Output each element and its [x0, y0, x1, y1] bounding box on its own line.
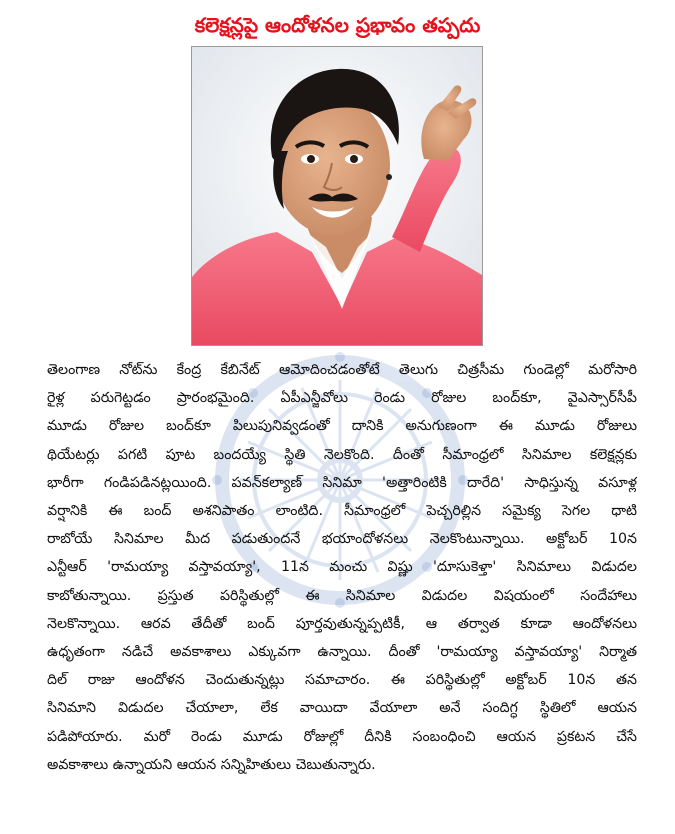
- article-line-5: భారీగా గండిపడినట్లయింది. పవన్‌కల్యాణ్ సినిమా 'అత్తారింటికి దారేది' సాధిస్తున్న వసూళ్ల: [47, 474, 637, 491]
- article-line-4: థియేటర్లు పగటి పూట బందయ్యే స్థితి నెలకొంది. దీంతో సీమాంధ్రలో సినిమాల కలెక్షన్లకు: [47, 446, 637, 463]
- article-line-3: మూడు రోజుల బంద్‌కూ పిలుపునివ్వడంతో దానికి అనుగుణంగా ఈ మూడు రోజులు: [47, 418, 637, 435]
- article-line-15: అవకాశాలు ఉన్నాయని ఆయన సన్నిహితులు చెబుతున్నారు.: [47, 756, 376, 773]
- article-body: [47, 356, 637, 779]
- article-line-14: పడిపోయారు. మరో రెండు మూడు రోజుల్లో దీనికి సంబంధించి ఆయన ప్రకటన చేసే: [47, 728, 637, 745]
- article-photo: [191, 46, 483, 346]
- article-line-8: ఎన్టీఆర్ 'రామయ్యా వస్తావయ్యా', 11న మంచు విష్ణు 'దూసుకెళ్తా' సినిమాలు విడుదల: [47, 559, 637, 576]
- article-line-12: దిల్ రాజు ఆందోళన చెందుతున్నట్లు సమాచారం. ఈ పరిస్థితుల్లో అక్టోబర్ 10న తన: [47, 672, 637, 689]
- article-line-7: రాబోయే సినిమాల మీద పడుతుందనే భయాందోళనలు నెలకొంటున్నాయి. అక్టోబర్ 10న: [47, 531, 637, 548]
- headline: కలెక్షన్లపై ఆందోళనల ప్రభావం తప్పదు: [194, 13, 481, 37]
- article-line-13: సినిమాని విడుదల చేయాలా, లేక వాయిదా వేయాలా అనే సందిగ్ధ స్థితిలో ఆయన: [47, 700, 637, 717]
- article-line-1: తెలంగాణ నోట్‌ను కేంద్ర కేబినేట్ ఆమోదించడంతోటే తెలుగు చిత్రసీమ గుండెల్లో మరోసారి: [47, 362, 637, 378]
- article-line-11: ఉధృతంగా నడిచే అవకాశాలు ఎక్కువగా ఉన్నాయి. దీంతో 'రామయ్యా వస్తావయ్యా' నిర్మాత: [47, 644, 637, 661]
- article-line-2: రైళ్ల పరుగెట్టడం ప్రారంభమైంది. ఏపీఎన్జీవోలు రెండు రోజుల బంద్‌కూ, వైఎస్సార్‌సీపీ: [47, 390, 637, 407]
- article-line-9: కాబోతున్నాయి. ప్రస్తుత పరిస్థితుల్లో ఈ సినిమాల విడుదల విషయంలో సందేహాలు: [47, 587, 637, 604]
- article-line-10: నెలకొన్నాయి. ఆరవ తేదీతో బంద్ పూర్తవుతున్నప్పటికీ, ఆ తర్వాత కూడా ఆందోళనలు: [47, 615, 637, 632]
- actor-photo-icon: [192, 47, 482, 345]
- article-line-6: వర్షానికి ఈ బంద్ అశనిపాతం లాంటిది. సీమాంధ్రలో పెచ్చరిల్లిన సమైక్య సెగల ధాటి: [47, 503, 637, 520]
